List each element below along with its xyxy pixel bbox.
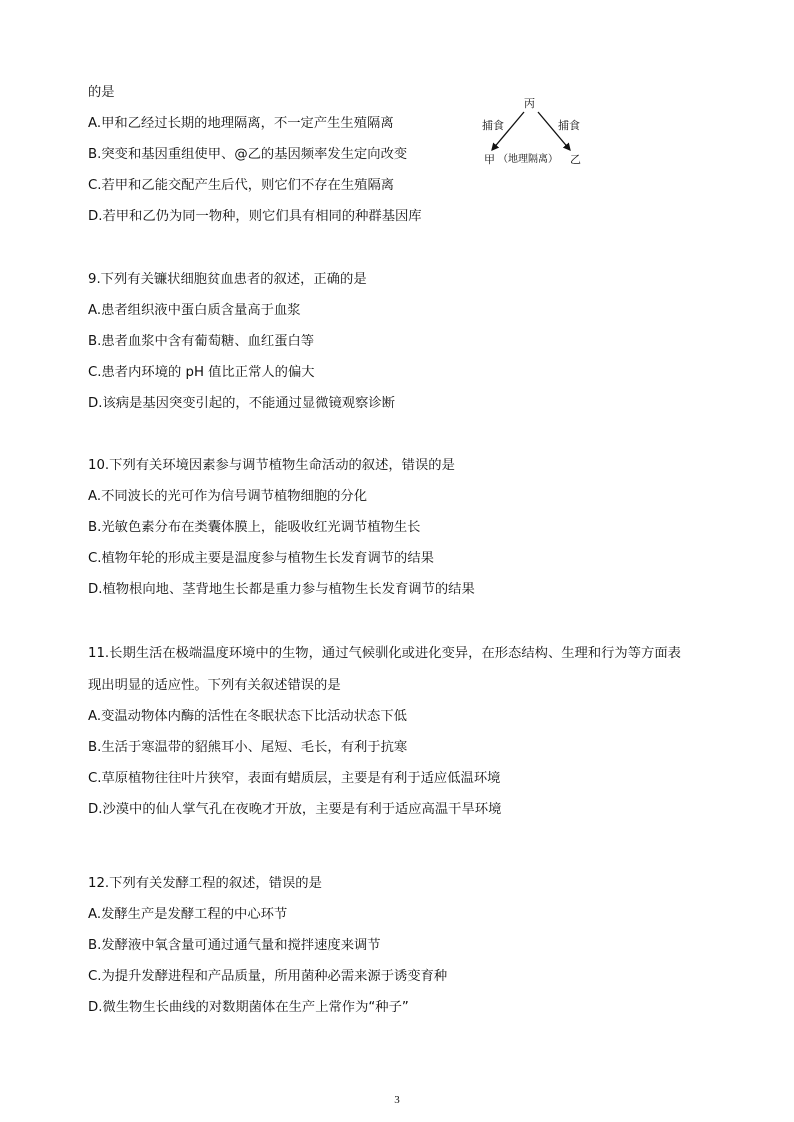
q11-stem-line2: 现出明显的适应性。下列有关叙述错误的是 bbox=[88, 678, 341, 693]
q10-option-b: B.光敏色素分布在类囊体膜上，能吸收红光调节植物生长 bbox=[88, 520, 421, 535]
q11-option-d: D.沙漠中的仙人掌气孔在夜晚才开放，主要是有利于适应高温干旱环境 bbox=[88, 802, 502, 817]
q12-option-a: A.发酵生产是发酵工程的中心环节 bbox=[88, 907, 288, 922]
q10-option-a: A.不同波长的光可作为信号调节植物细胞的分化 bbox=[88, 489, 368, 504]
q10-option-c: C.植物年轮的形成主要是温度参与植物生长发育调节的结果 bbox=[88, 551, 434, 566]
diagram-node-bing: 丙 bbox=[524, 97, 535, 110]
q11-stem-line1: 11.长期生活在极端温度环境中的生物，通过气候驯化或进化变异，在形态结构、生理和行为等方面表 bbox=[88, 646, 681, 661]
q12-option-b: B.发酵液中氧含量可通过通气量和搅拌速度来调节 bbox=[88, 938, 381, 953]
q9-option-d: D.该病是基因突变引起的，不能通过显微镜观察诊断 bbox=[88, 396, 395, 411]
diagram-node-yi: 乙 bbox=[570, 153, 581, 166]
diagram-node-jia: 甲 bbox=[484, 153, 495, 166]
q9-option-c: C.患者内环境的 pH 值比正常人的偏大 bbox=[88, 365, 315, 380]
q11-option-c: C.草原植物往往叶片狭窄，表面有蜡质层，主要是有利于适应低温环境 bbox=[88, 771, 501, 786]
intro-option-b: B.突变和基因重组使甲、@乙的基因频率发生定向改变 bbox=[88, 147, 408, 162]
q12-stem: 12.下列有关发酵工程的叙述，错误的是 bbox=[88, 876, 322, 891]
intro-option-c: C.若甲和乙能交配产生后代，则它们不存在生殖隔离 bbox=[88, 178, 395, 193]
q11-option-a: A.变温动物体内酶的活性在冬眠状态下比活动状态下低 bbox=[88, 709, 407, 724]
q12-option-d: D.微生物生长曲线的对数期菌体在生产上常作为“种子” bbox=[88, 1000, 409, 1015]
q11-option-b: B.生活于寒温带的貂熊耳小、尾短、毛长，有利于抗寒 bbox=[88, 740, 408, 755]
q9-option-a: A.患者组织液中蛋白质含量高于血浆 bbox=[88, 303, 301, 318]
diagram-edge-right: 捕食 bbox=[558, 119, 580, 132]
page-number: 3 bbox=[394, 1094, 400, 1106]
q9-option-b: B.患者血浆中含有葡萄糖、血红蛋白等 bbox=[88, 334, 315, 349]
predation-diagram bbox=[478, 98, 598, 170]
q10-stem: 10.下列有关环境因素参与调节植物生命活动的叙述，错误的是 bbox=[88, 458, 455, 473]
diagram-isolation-label: （地理隔离） bbox=[498, 154, 558, 165]
intro-option-a: A.甲和乙经过长期的地理隔离，不一定产生生殖隔离 bbox=[88, 116, 394, 131]
intro-option-d: D.若甲和乙仍为同一物种，则它们具有相同的种群基因库 bbox=[88, 209, 422, 224]
q10-option-d: D.植物根向地、茎背地生长都是重力参与植物生长发育调节的结果 bbox=[88, 582, 475, 597]
q9-stem: 9.下列有关镰状细胞贫血患者的叙述，正确的是 bbox=[88, 272, 367, 287]
diagram-edge-left: 捕食 bbox=[482, 119, 504, 132]
q12-option-c: C.为提升发酵进程和产品质量，所用菌种必需来源于诱变育种 bbox=[88, 969, 448, 984]
intro-stem-tail: 的是 bbox=[88, 85, 115, 100]
